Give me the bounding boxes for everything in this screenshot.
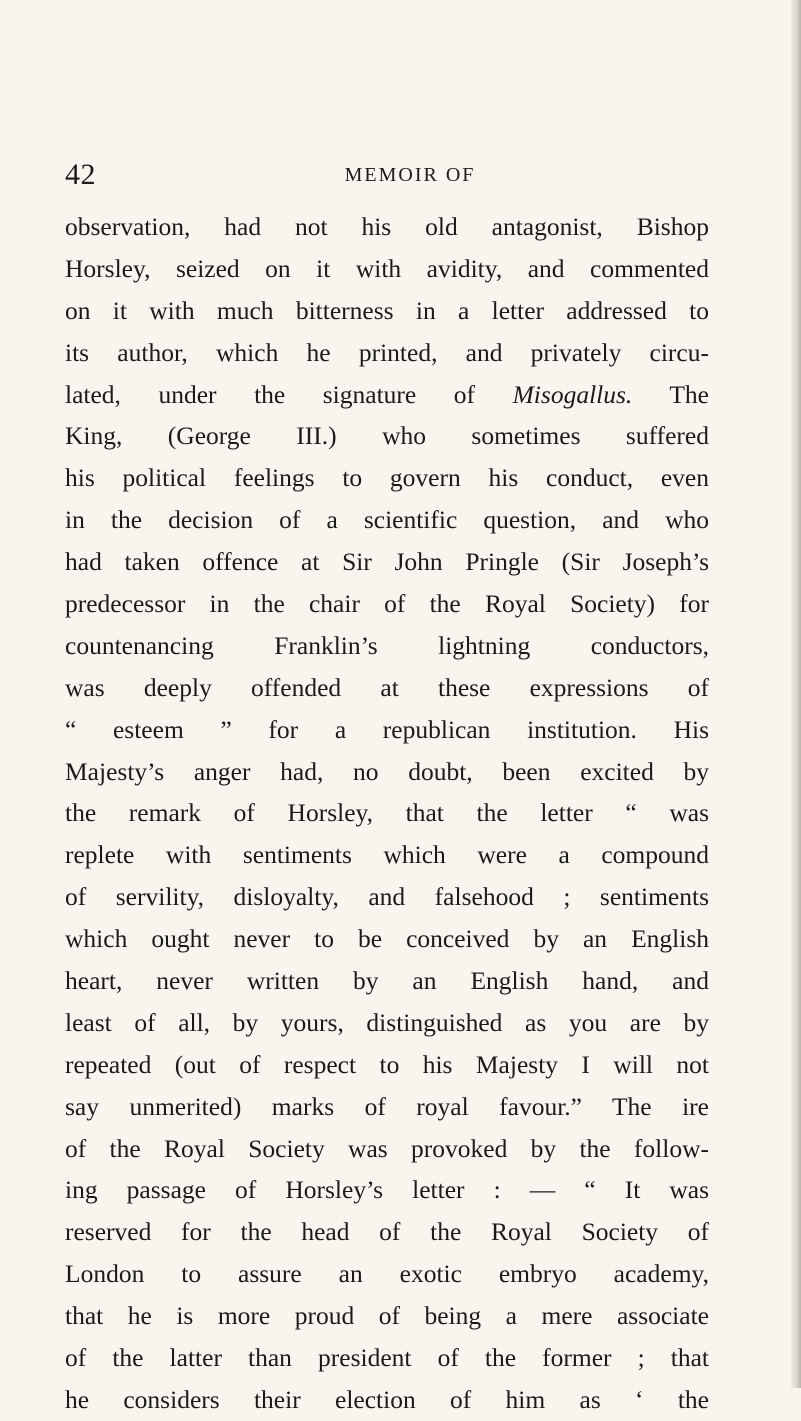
- text-line: had taken offence at Sir John Pringle (Sir Joseph’s: [65, 547, 709, 577]
- text-line: of the latter than president of the former ; that: [65, 1343, 709, 1373]
- page-header: [65, 155, 710, 195]
- text-segment: The: [632, 379, 710, 409]
- italic-text: Misogallus.: [512, 379, 633, 409]
- text-line: in the decision of a scientific question, and who: [65, 505, 709, 535]
- text-line: predecessor in the chair of the Royal Society) for: [65, 589, 709, 619]
- text-line: he considers their election of him as ‘ the: [65, 1384, 709, 1414]
- text-line: least of all, by yours, distinguished as you are by: [65, 1007, 709, 1037]
- text-line: “ esteem ” for a republican institution. His: [65, 714, 709, 744]
- text-segment: lated, under the signature of: [65, 379, 513, 409]
- text-line: repeated (out of respect to his Majesty I will not: [65, 1049, 709, 1079]
- text-line: reserved for the head of the Royal Society of: [65, 1217, 709, 1247]
- text-line: which ought never to be conceived by an English: [65, 924, 709, 954]
- page-edge-shadow: [791, 0, 801, 1388]
- text-line: observation, had not his old antagonist, Bishop: [65, 212, 709, 241]
- text-line: say unmerited) marks of royal favour.” The ire: [65, 1091, 709, 1121]
- text-line: the remark of Horsley, that the letter “ was: [65, 798, 709, 828]
- text-line: London to assure an exotic embryo academy,: [65, 1259, 709, 1289]
- text-line: was deeply offended at these expressions of: [65, 672, 709, 702]
- text-line: ing passage of Horsley’s letter : — “ It was: [65, 1175, 709, 1205]
- running-title: MEMOIR OF: [344, 164, 476, 186]
- body-text: [65, 206, 709, 1421]
- text-line: of servility, disloyalty, and falsehood ; sentiments: [65, 882, 709, 912]
- text-line: heart, never written by an English hand, and: [65, 966, 709, 996]
- text-line: of the Royal Society was provoked by the follow-: [65, 1133, 709, 1163]
- text-line: its author, which he printed, and privately circu-: [65, 337, 709, 367]
- text-line: Horsley, seized on it with avidity, and commented: [65, 253, 709, 283]
- text-line: [65, 374, 709, 416]
- page-number: 42: [65, 158, 96, 191]
- text-line: King, (George III.) who sometimes suffered: [65, 421, 709, 451]
- text-line: Majesty’s anger had, no doubt, been excited by: [65, 756, 709, 786]
- text-line: replete with sentiments which were a compound: [65, 840, 709, 870]
- text-line: on it with much bitterness in a letter addressed to: [65, 295, 709, 325]
- text-line: countenancing Franklin’s lightning conductors,: [65, 630, 709, 660]
- text-line: his political feelings to govern his conduct, even: [65, 463, 709, 493]
- text-line: that he is more proud of being a mere associate: [65, 1301, 709, 1331]
